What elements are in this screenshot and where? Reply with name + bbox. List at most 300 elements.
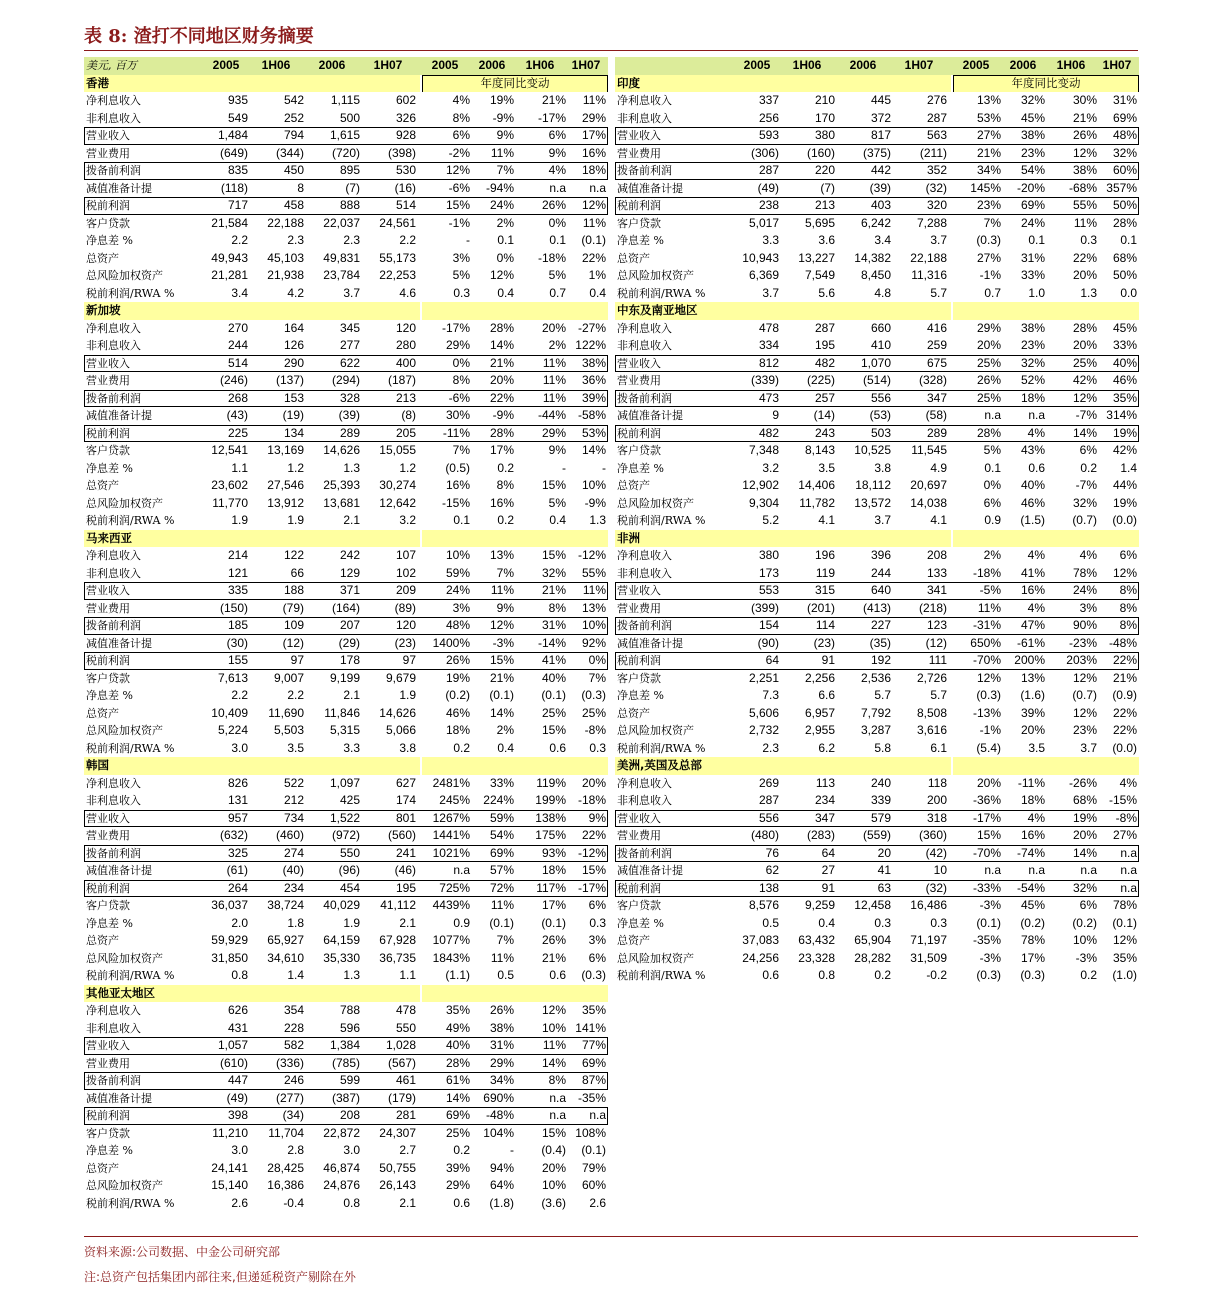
table-cell: 11,704	[268, 1125, 304, 1140]
table-cell: 20%	[489, 373, 514, 387]
table-cell: 734	[283, 810, 304, 825]
table-cell: 11%	[582, 215, 606, 230]
row-label: 非利息收入	[617, 794, 672, 807]
row-label: 客户贷款	[86, 671, 130, 685]
table-cell: 212	[283, 793, 304, 807]
footnote: 注:总资产包括集团内部往来,但递延税资产剔除在外	[84, 1270, 356, 1284]
table-cell: 28%	[976, 425, 1001, 440]
bottom-divider	[84, 1236, 1138, 1237]
table-cell: 120	[395, 320, 416, 335]
section-name: 美洲,英国及总部	[617, 758, 702, 772]
table-cell: 25%	[541, 705, 566, 720]
row-label: 非利息收入	[617, 339, 672, 352]
table-cell: 1021%	[432, 845, 470, 860]
table-cell: 1,070	[860, 355, 891, 370]
table-cell: 31%	[1112, 93, 1137, 107]
table-cell: 599	[339, 1073, 360, 1087]
table-cell: 7,348	[748, 443, 779, 457]
table-cell: 35,330	[323, 950, 360, 965]
table-cell: 0.0	[1120, 285, 1137, 300]
table-cell: 78%	[1112, 898, 1137, 912]
section-band	[422, 302, 608, 320]
table-cell: 175%	[535, 828, 566, 842]
table-cell: 15%	[581, 863, 606, 877]
table-cell: 22,872	[323, 1125, 360, 1140]
section-header	[615, 530, 1139, 548]
table-cell: 14,626	[379, 705, 416, 720]
row-label: 净利息收入	[617, 776, 672, 790]
table-cell: 13,169	[267, 443, 304, 457]
table-cell: 1.8	[287, 915, 304, 930]
table-cell: 0%	[496, 250, 514, 265]
table-cell: (246)	[219, 373, 248, 387]
table-cell: 1.1	[231, 460, 248, 475]
table-cell: 347	[814, 810, 835, 825]
table-cell: 111	[928, 653, 947, 667]
table-cell: 10,525	[854, 443, 891, 457]
table-cell: 12%	[581, 198, 606, 212]
table-cell: 0.3	[1080, 233, 1097, 247]
table-cell: -15%	[1108, 793, 1137, 807]
table-cell: 38%	[581, 355, 606, 370]
section-name: 非洲	[617, 530, 640, 545]
table-cell: 553	[758, 583, 779, 597]
table-cell: 28%	[445, 1055, 470, 1070]
row-label: 净息差 %	[617, 689, 664, 702]
table-row	[615, 950, 1139, 968]
table-row	[84, 215, 608, 233]
table-cell: 78%	[1020, 933, 1045, 947]
table-cell: 2.7	[399, 1143, 416, 1157]
table-cell: 38%	[489, 1020, 514, 1035]
table-cell: 1.9	[231, 513, 248, 527]
table-cell: 17%	[581, 128, 606, 142]
table-cell: 3.6	[818, 233, 835, 247]
table-cell: 14%	[541, 1055, 566, 1070]
table-cell: 3.7	[930, 233, 947, 247]
table-cell: 54%	[1020, 163, 1045, 177]
table-cell: -2%	[448, 145, 470, 160]
table-row	[615, 425, 1139, 443]
table-cell: 3%	[452, 250, 470, 265]
table-cell: 9,304	[748, 495, 779, 510]
table-cell: 196	[814, 548, 835, 562]
table-row	[615, 110, 1139, 128]
table-cell: 3%	[1079, 600, 1097, 615]
section-band	[953, 757, 1139, 775]
table-cell: (610)	[219, 1055, 248, 1070]
table-cell: 9%	[548, 443, 566, 457]
table-cell: 119%	[536, 775, 566, 790]
table-cell: (480)	[750, 828, 779, 842]
row-label: 税前利润	[617, 199, 661, 212]
table-cell: 3.7	[874, 513, 891, 527]
table-cell: 21%	[1112, 670, 1137, 685]
table-cell: 650%	[970, 635, 1001, 650]
table-cell: 252	[283, 110, 304, 125]
table-cell: 10%	[541, 1178, 566, 1192]
table-cell: 270	[227, 320, 248, 335]
table-cell: n.a	[453, 863, 470, 877]
table-cell: 246	[283, 1073, 304, 1087]
table-cell: -0.2	[926, 968, 947, 982]
row-label: 拨备前利润	[86, 846, 141, 860]
table-cell: 8%	[1119, 583, 1137, 597]
table-cell: (720)	[331, 145, 360, 160]
table-cell: 34%	[976, 163, 1001, 177]
table-row	[615, 722, 1139, 740]
table-cell: 0.1	[1028, 233, 1045, 247]
table-cell: n.a	[984, 863, 1001, 877]
table-cell: 195	[814, 338, 835, 352]
table-cell: 15,055	[379, 443, 416, 457]
table-cell: 12%	[445, 163, 470, 177]
table-cell: 220	[814, 163, 835, 177]
table-row	[615, 512, 1139, 530]
table-cell: 6.1	[930, 740, 947, 755]
table-cell: 11%	[490, 145, 514, 160]
row-label: 减值准备计提	[617, 636, 683, 650]
table-cell: 64%	[489, 1178, 514, 1192]
table-cell: (1.8)	[489, 1195, 514, 1210]
table-cell: 1,484	[217, 128, 248, 142]
table-cell: 205	[395, 425, 416, 440]
table-row	[84, 232, 608, 250]
table-cell: -35%	[577, 1090, 606, 1105]
table-cell: 0.2	[453, 740, 470, 755]
table-cell: 16%	[1020, 583, 1045, 597]
table-cell: 164	[283, 320, 304, 335]
table-cell: 68%	[1072, 793, 1097, 807]
column-header: 1H06	[261, 58, 291, 72]
table-cell: 228	[283, 1020, 304, 1035]
table-cell: 801	[395, 810, 416, 825]
table-cell: 8%	[1119, 600, 1137, 615]
table-cell: 0.7	[984, 285, 1001, 300]
table-cell: 155	[227, 653, 248, 667]
table-cell: (160)	[806, 145, 835, 160]
table-cell: (283)	[806, 828, 835, 842]
row-label: 总风险加权资产	[617, 951, 694, 965]
table-cell: 0%	[588, 653, 606, 667]
table-cell: 16%	[489, 495, 514, 510]
table-cell: (187)	[387, 373, 416, 387]
column-header: 2005	[962, 58, 990, 72]
table-cell: 188	[283, 583, 304, 597]
table-cell: 8%	[452, 110, 470, 125]
row-label: 营业费用	[86, 829, 130, 842]
row-label: 客户贷款	[86, 899, 130, 912]
table-cell: 11%	[582, 93, 606, 107]
table-cell: 26%	[1072, 128, 1097, 142]
table-cell: 32%	[1072, 880, 1097, 895]
table-cell: 556	[870, 390, 891, 405]
row-label: 税前利润	[86, 654, 130, 667]
table-cell: n.a	[549, 1090, 566, 1105]
table-row	[615, 582, 1139, 600]
table-cell: 371	[339, 583, 360, 597]
table-cell: 450	[283, 163, 304, 177]
table-cell: 15%	[445, 198, 470, 212]
table-cell: 18%	[1020, 390, 1045, 405]
row-label: 总风险加权资产	[86, 1179, 163, 1192]
table-cell: 72%	[489, 880, 514, 895]
table-cell: 11%	[542, 390, 566, 405]
row-label: 营业费用	[86, 1056, 130, 1070]
table-cell: (0.3)	[976, 233, 1001, 247]
table-cell: 0.3	[930, 915, 947, 930]
table-cell: 6.2	[818, 740, 835, 755]
table-cell: 12%	[1072, 390, 1097, 405]
row-label: 非利息收入	[86, 339, 141, 352]
table-cell: 109	[283, 618, 304, 632]
table-cell: 1400%	[432, 635, 470, 650]
table-cell: 91	[821, 653, 835, 667]
table-cell: -9%	[492, 110, 514, 125]
table-cell: 277	[339, 338, 360, 352]
table-row	[615, 337, 1139, 355]
table-cell: 3.8	[874, 460, 891, 475]
table-cell: -15%	[441, 495, 470, 510]
table-cell: -8%	[584, 723, 606, 737]
table-cell: 11,545	[911, 443, 947, 457]
table-cell: 1.3	[343, 968, 360, 982]
table-cell: -17%	[441, 320, 470, 335]
table-cell: (277)	[275, 1090, 304, 1105]
table-cell: 209	[395, 583, 416, 597]
table-cell: 25%	[445, 1125, 470, 1140]
row-label: 拨备前利润	[617, 846, 672, 860]
table-cell: 717	[227, 198, 248, 212]
table-cell: 11%	[542, 355, 566, 370]
table-cell: 0.1	[453, 513, 470, 527]
table-cell: 675	[926, 355, 947, 370]
row-label: 净利息收入	[86, 321, 141, 335]
table-cell: n.a	[1080, 863, 1097, 877]
row-label: 减值准备计提	[617, 181, 683, 195]
table-cell: 33%	[489, 775, 514, 790]
table-cell: 32%	[1072, 495, 1097, 510]
table-cell: 12,541	[211, 443, 248, 457]
table-row	[84, 1160, 608, 1178]
table-cell: 0.1	[984, 460, 1001, 475]
table-cell: 225	[227, 425, 248, 440]
table-cell: n.a	[589, 180, 606, 195]
table-row	[84, 547, 608, 565]
table-cell: 32%	[1112, 145, 1137, 160]
table-cell: 12%	[1072, 145, 1097, 160]
table-cell: 49%	[445, 1020, 470, 1035]
table-cell: 550	[339, 845, 360, 860]
row-label: 营业收入	[86, 129, 130, 142]
table-cell: 12%	[1112, 933, 1137, 947]
table-cell: 4%	[1027, 600, 1045, 615]
table-cell: 10%	[581, 478, 606, 492]
table-cell: 582	[283, 1038, 304, 1052]
table-row	[615, 565, 1139, 583]
table-cell: 320	[926, 198, 947, 212]
table-cell: 6%	[588, 950, 606, 965]
table-cell: 5%	[452, 268, 470, 282]
table-cell: 118	[927, 775, 947, 790]
table-row	[615, 215, 1139, 233]
table-cell: (34)	[282, 1108, 304, 1122]
table-cell: 8,450	[860, 268, 891, 282]
table-cell: 14,382	[854, 250, 891, 265]
table-cell: 10%	[445, 548, 470, 562]
table-cell: 11,770	[212, 495, 248, 510]
table-cell: (96)	[338, 863, 360, 877]
table-cell: 38%	[1020, 320, 1045, 335]
table-cell: 2.0	[231, 915, 248, 930]
table-cell: 0.4	[497, 740, 514, 755]
table-cell: 447	[227, 1073, 248, 1087]
table-cell: 458	[283, 198, 304, 212]
table-cell: 1.4	[287, 968, 304, 982]
table-row	[84, 162, 608, 180]
table-cell: 16,486	[910, 898, 947, 912]
row-label: 拨备前利润	[617, 619, 672, 632]
table-cell: 22%	[1112, 723, 1137, 737]
table-cell: n.a	[1120, 863, 1137, 877]
row-label: 营业费用	[86, 374, 130, 387]
table-cell: 31,509	[910, 950, 947, 965]
table-cell: 257	[814, 390, 835, 405]
table-cell: 2%	[496, 723, 514, 737]
table-cell: -44%	[537, 408, 566, 422]
table-cell: 20%	[581, 775, 606, 790]
table-cell: 22,188	[267, 215, 304, 230]
table-cell: 259	[926, 338, 947, 352]
table-cell: 20%	[541, 1160, 566, 1175]
table-cell: 9%	[496, 128, 514, 142]
table-cell: 12,902	[742, 478, 779, 492]
row-label: 非利息收入	[86, 566, 141, 580]
table-row	[84, 932, 608, 950]
row-label: 非利息收入	[617, 111, 672, 125]
table-cell: -18%	[537, 250, 566, 265]
table-cell: 4%	[1119, 775, 1137, 790]
table-cell: -6%	[448, 180, 470, 195]
table-cell: 12%	[1072, 705, 1097, 720]
table-cell: 19%	[1112, 425, 1137, 440]
column-header: 2006	[849, 58, 877, 72]
table-cell: 61%	[445, 1073, 470, 1087]
section-band	[615, 75, 951, 93]
table-cell: 138	[758, 880, 779, 895]
column-header: 2006	[318, 58, 346, 72]
table-cell: 13,681	[323, 495, 360, 510]
table-cell: 199%	[535, 793, 566, 807]
table-cell: 0.8	[343, 1195, 360, 1210]
table-cell: (0.3)	[976, 688, 1001, 702]
table-cell: 59%	[489, 810, 514, 825]
table-cell: 0.7	[549, 285, 566, 300]
table-cell: 21,938	[267, 268, 304, 282]
table-cell: 28%	[489, 320, 514, 335]
table-cell: (0.3)	[581, 968, 606, 982]
section-band	[953, 302, 1139, 320]
table-cell: 1,097	[329, 775, 360, 790]
table-cell: 119	[815, 565, 835, 580]
table-row	[615, 932, 1139, 950]
row-label: 减值准备计提	[617, 864, 683, 877]
table-cell: 4439%	[432, 898, 470, 912]
table-row	[84, 1195, 608, 1213]
table-cell: (49)	[226, 1090, 248, 1105]
table-cell: 2.1	[343, 688, 360, 702]
table-cell: (39)	[338, 408, 360, 422]
table-cell: 20%	[1072, 268, 1097, 282]
row-label: 非利息收入	[617, 566, 672, 580]
table-cell: 41,112	[380, 898, 416, 912]
table-cell: (14)	[813, 408, 835, 422]
table-cell: (201)	[806, 600, 835, 615]
table-cell: -23%	[1068, 635, 1097, 650]
table-cell: (43)	[226, 408, 248, 422]
table-cell: 97	[290, 653, 304, 667]
table-cell: 55%	[581, 565, 606, 580]
row-label: 总资产	[617, 934, 650, 947]
table-cell: -3%	[492, 635, 514, 650]
table-cell: 640	[870, 583, 891, 597]
row-label: 营业费用	[617, 829, 661, 842]
table-cell: n.a	[1120, 880, 1137, 895]
table-cell: 243	[814, 425, 835, 440]
table-cell: 22%	[1112, 653, 1137, 667]
table-cell: 4.6	[399, 285, 416, 300]
table-cell: 826	[227, 775, 248, 790]
table-row	[84, 1125, 608, 1143]
table-row	[615, 197, 1139, 215]
table-cell: 49,831	[323, 250, 360, 265]
table-row	[615, 617, 1139, 635]
table-cell: 114	[815, 618, 835, 632]
table-cell: 23%	[1072, 723, 1097, 737]
table-cell: (0.1)	[489, 915, 514, 930]
table-cell: 8%	[548, 600, 566, 615]
table-row	[84, 512, 608, 530]
table-cell: 2%	[496, 215, 514, 230]
table-cell: 200	[926, 793, 947, 807]
table-cell: 131	[227, 793, 248, 807]
table-cell: 10,409	[211, 705, 248, 720]
table-row	[84, 197, 608, 215]
table-cell: 2.2	[399, 233, 416, 247]
row-label: 营业收入	[86, 811, 130, 825]
table-cell: 264	[227, 880, 248, 895]
table-cell: -8%	[1115, 810, 1137, 825]
table-cell: -35%	[972, 933, 1001, 947]
table-cell: 8,508	[916, 705, 947, 720]
row-label: 净息差 %	[86, 461, 133, 475]
row-label: 税前利润/RWA %	[86, 969, 175, 982]
table-cell: (46)	[394, 863, 416, 877]
table-cell: 10%	[1072, 933, 1097, 947]
table-cell: 26%	[541, 198, 566, 212]
table-row	[84, 1177, 608, 1195]
table-cell: (118)	[220, 180, 248, 195]
table-cell: 4.9	[930, 460, 947, 475]
table-cell: 690%	[483, 1090, 514, 1105]
table-cell: 37,083	[742, 933, 779, 947]
table-cell: 11,690	[268, 705, 304, 720]
table-cell: 38%	[1072, 163, 1097, 177]
table-cell: 23,602	[211, 478, 248, 492]
table-cell: 22%	[581, 250, 606, 265]
table-cell: 240	[870, 775, 891, 790]
table-cell: 10%	[581, 618, 606, 632]
